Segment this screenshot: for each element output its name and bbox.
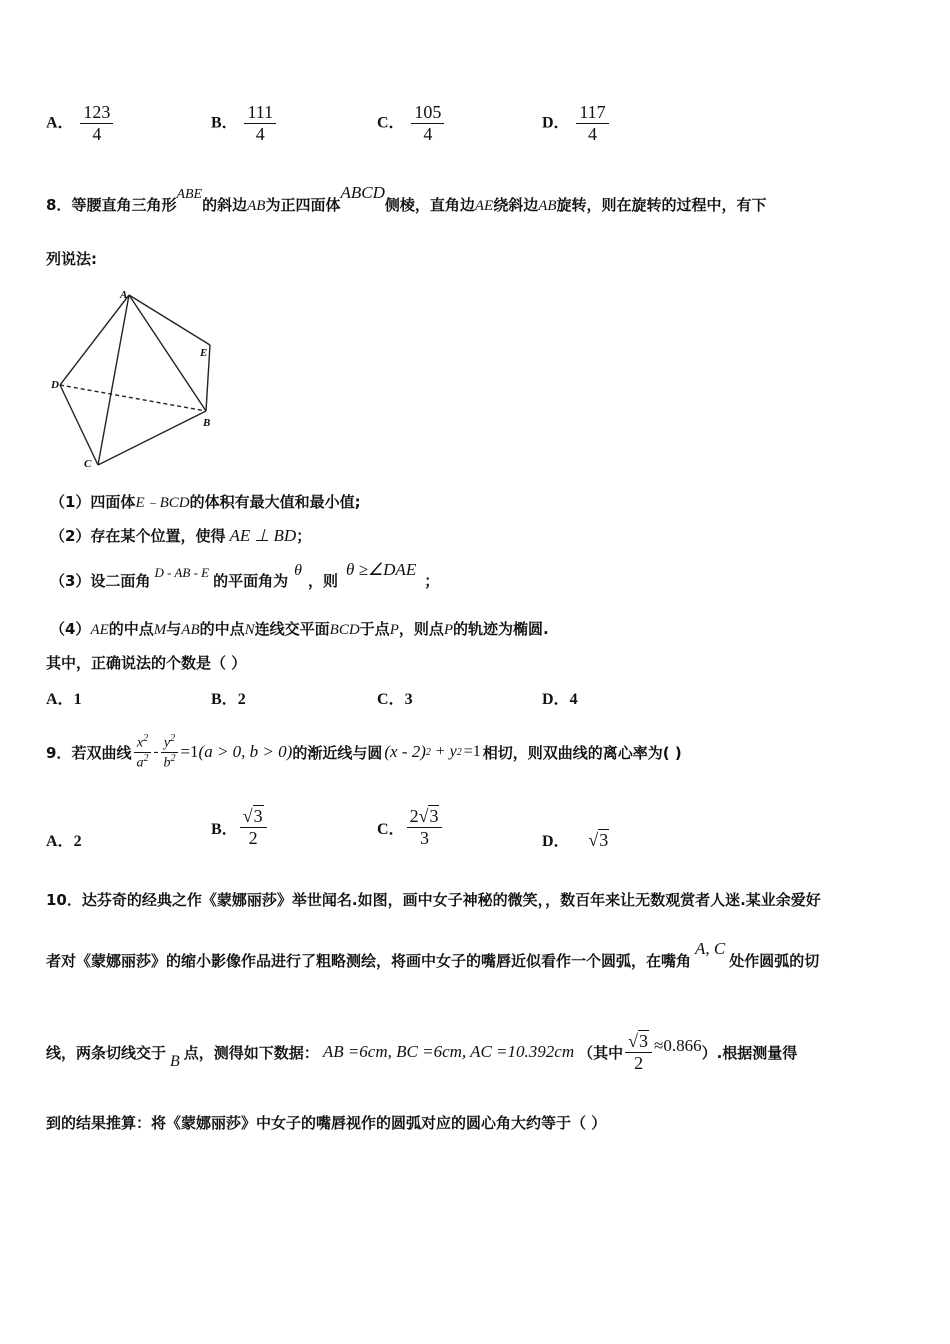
stem-text: ）.根据测量得 [701,1043,798,1062]
text: 其中，正确说法的个数是（ ） [46,654,247,672]
math: AE [90,622,109,638]
question-number: 9． [46,743,72,762]
math-ab: AB [538,198,557,214]
math: P [443,622,454,638]
q8-option-b[interactable] [211,686,246,709]
math: AB =6cm, BC =6cm, AC =10.392cm [322,1042,575,1061]
q8-stem-line2 [46,248,97,269]
option-label: C． [377,691,405,708]
option-label: B． [211,114,238,132]
q7-option-a[interactable] [46,102,115,144]
text: 的轨迹为椭圆. [453,620,549,638]
q8-statement-2 [50,525,311,546]
text: 与 [166,620,182,638]
stem-text: 等腰直角三角形 [71,196,177,214]
q8-stem-line1 [46,183,767,215]
radicand: 3 [429,806,439,826]
fraction [244,102,276,144]
question-number: 8． [46,196,72,214]
option-value: 4 [569,691,578,708]
label-d: D [51,379,59,391]
denominator: 4 [423,123,433,144]
fraction [576,102,608,144]
stem-text: 为正四面体 [265,196,341,214]
text: 的中点 [199,620,245,638]
edge-ae [129,295,210,345]
text: （4） [50,620,91,638]
denominator: 2 [634,1052,644,1073]
text: ，则 [307,572,338,590]
option-value: 2 [237,691,246,708]
q9-option-a[interactable] [46,828,82,851]
math: =1 [463,743,481,760]
numerator: 117 [576,102,608,124]
fraction [80,102,113,144]
stem-text: 列说法: [46,250,97,268]
edge-dc [60,385,98,465]
text: （3）设二面角 [50,572,151,590]
q8-option-c[interactable] [377,686,413,709]
option-label: D． [542,114,570,132]
denominator: 4 [588,123,598,144]
denominator: 4 [92,123,102,144]
denominator: 3 [420,827,429,848]
q8-ask [46,652,246,673]
radicand: 3 [599,830,609,850]
minus-sign: - [153,743,159,760]
math: N [244,622,255,638]
math: B [170,1053,180,1070]
option-value: 2 [73,833,82,850]
edge-ac [98,295,129,465]
label-b: B [203,417,211,429]
edge-cb [98,411,206,465]
option-label: A． [46,833,74,850]
q8-statement-1 [50,491,361,512]
text: 于点 [359,620,390,638]
stem-text: 线，两条切线交于 [46,1043,167,1062]
math: a [136,755,144,771]
edge-ad [60,295,129,385]
stem-text: 处作圆弧的切 [729,952,820,970]
coefficient: 2 [409,806,419,826]
text: （1）四面体 [50,493,136,511]
stem-text: 绕斜边 [493,196,539,214]
edge-ab [129,295,206,411]
fraction [411,102,444,144]
q8-option-d[interactable] [542,686,578,709]
label-a: A [120,289,128,301]
sqrt: √3 [588,830,609,850]
math: θ ≥∠DAE [345,560,417,579]
option-label: A． [46,691,74,708]
q9-option-d[interactable] [542,828,609,851]
q8-statement-3 [50,560,440,591]
math: =1 [180,742,199,761]
math: P [389,622,399,638]
math: (x - 2) [384,742,426,761]
stem-text: 到的结果推算：将《蒙娜丽莎》中女子的嘴唇视作的圆弧对应的圆心角大约等于（ ） [46,1114,607,1132]
option-label: D． [542,833,570,850]
q7-option-d[interactable] [542,102,611,144]
math: AB [181,622,200,638]
radicand: 3 [639,1030,649,1051]
option-label: C． [377,114,405,132]
stem-text: 的斜边 [202,196,248,214]
stem-text: 点，测得如下数据： [183,1043,319,1062]
stem-text: 相切，则双曲线的离心率为( ) [482,743,682,762]
math: b [163,755,171,771]
math: A, C [695,939,726,958]
math-abe: ABE [176,187,203,202]
q7-option-b[interactable] [211,102,278,144]
stem-text: 者对《蒙娜丽莎》的缩小影像作品进行了粗略测绘，将画中女子的嘴唇近似看作一个圆弧，在嘴角 [46,952,692,970]
math: AE ⊥ BD [229,526,297,545]
math: + y [434,743,457,760]
text: ，则点 [398,620,444,638]
stem-text: 侧棱，直角边 [384,196,475,214]
numerator: 111 [244,102,276,124]
text: 的平面角为 [213,572,289,590]
option-value: 1 [73,691,82,708]
q10-line4 [46,1112,606,1133]
fraction: $\frac{2√3}{3}$ [407,806,443,848]
label-c: C [84,458,92,470]
option-label: B． [211,820,238,838]
math-abcd: ABCD [340,183,385,202]
stem-text: 的渐近线与圆 [292,743,383,762]
math-ae: AE [474,198,494,214]
q10-line1 [46,889,821,910]
math: x [136,735,144,751]
q10-line3 [46,1024,797,1080]
q8-statement-4 [50,618,549,639]
numerator: 123 [80,102,113,124]
q8-option-a[interactable] [46,686,82,709]
radicand: 3 [253,806,263,826]
option-label: A． [46,114,74,132]
q9-option-c[interactable] [377,806,444,848]
label-e: E [200,347,208,359]
fraction-y2-b2: $\frac{y^2}{b^2}$ [160,733,178,772]
edge-db-hidden [60,385,206,411]
option-label: C． [377,820,405,838]
tetrahedron-figure [40,285,230,475]
text: 的中点 [108,620,154,638]
stem-text: 10．达芬奇的经典之作《蒙娜丽莎》举世闻名.如图，画中女子神秘的微笑，，数百年来让无数观赏者人迷.某业余爱好 [46,891,821,909]
text: ； [424,572,440,590]
fraction: $\frac{√3}{2}$ [625,1031,652,1073]
math: M [153,622,167,638]
option-value: 3 [404,691,413,708]
text: ； [296,527,312,545]
stem-text: 旋转，则在旋转的过程中，有下 [556,196,767,214]
math: E﹣BCD [135,495,190,511]
math-ab: AB [247,198,266,214]
fraction-x2-a2: $\frac{x^2}{a^2}$ [133,733,151,772]
q9-stem: 9． 若双曲线 $\frac{x^2}{a^2}$ - $\frac{y^2}{b^2}$ =1 (a > 0, b > 0) 的渐近线与圆 (x - 2) 2 + y 2 =1 相切，则双曲线的离心率为( ) [46,732,682,771]
denominator: 2 [248,827,258,848]
option-label: B． [211,691,238,708]
math: θ [294,562,302,579]
math: BCD [329,622,360,638]
math: y [163,735,171,751]
q7-option-c[interactable] [377,102,446,144]
fraction: $\frac{√3}{2}$ [240,806,267,848]
text: （2）存在某个位置，使得 [50,527,226,545]
numerator: 105 [411,102,444,124]
math: (a > 0, b > 0) [198,742,293,761]
math: D - AB - E [154,565,210,580]
q9-option-b[interactable] [211,806,269,848]
stem-text: 若双曲线 [71,743,132,762]
stem-text: （其中 [578,1043,624,1062]
math: ≈0.866 [654,1036,702,1055]
q10-line2 [46,939,820,971]
option-label: D． [542,691,570,708]
denominator: 4 [255,123,265,144]
text: 的体积有最大值和最小值; [189,493,361,511]
text: 连线交平面 [254,620,330,638]
